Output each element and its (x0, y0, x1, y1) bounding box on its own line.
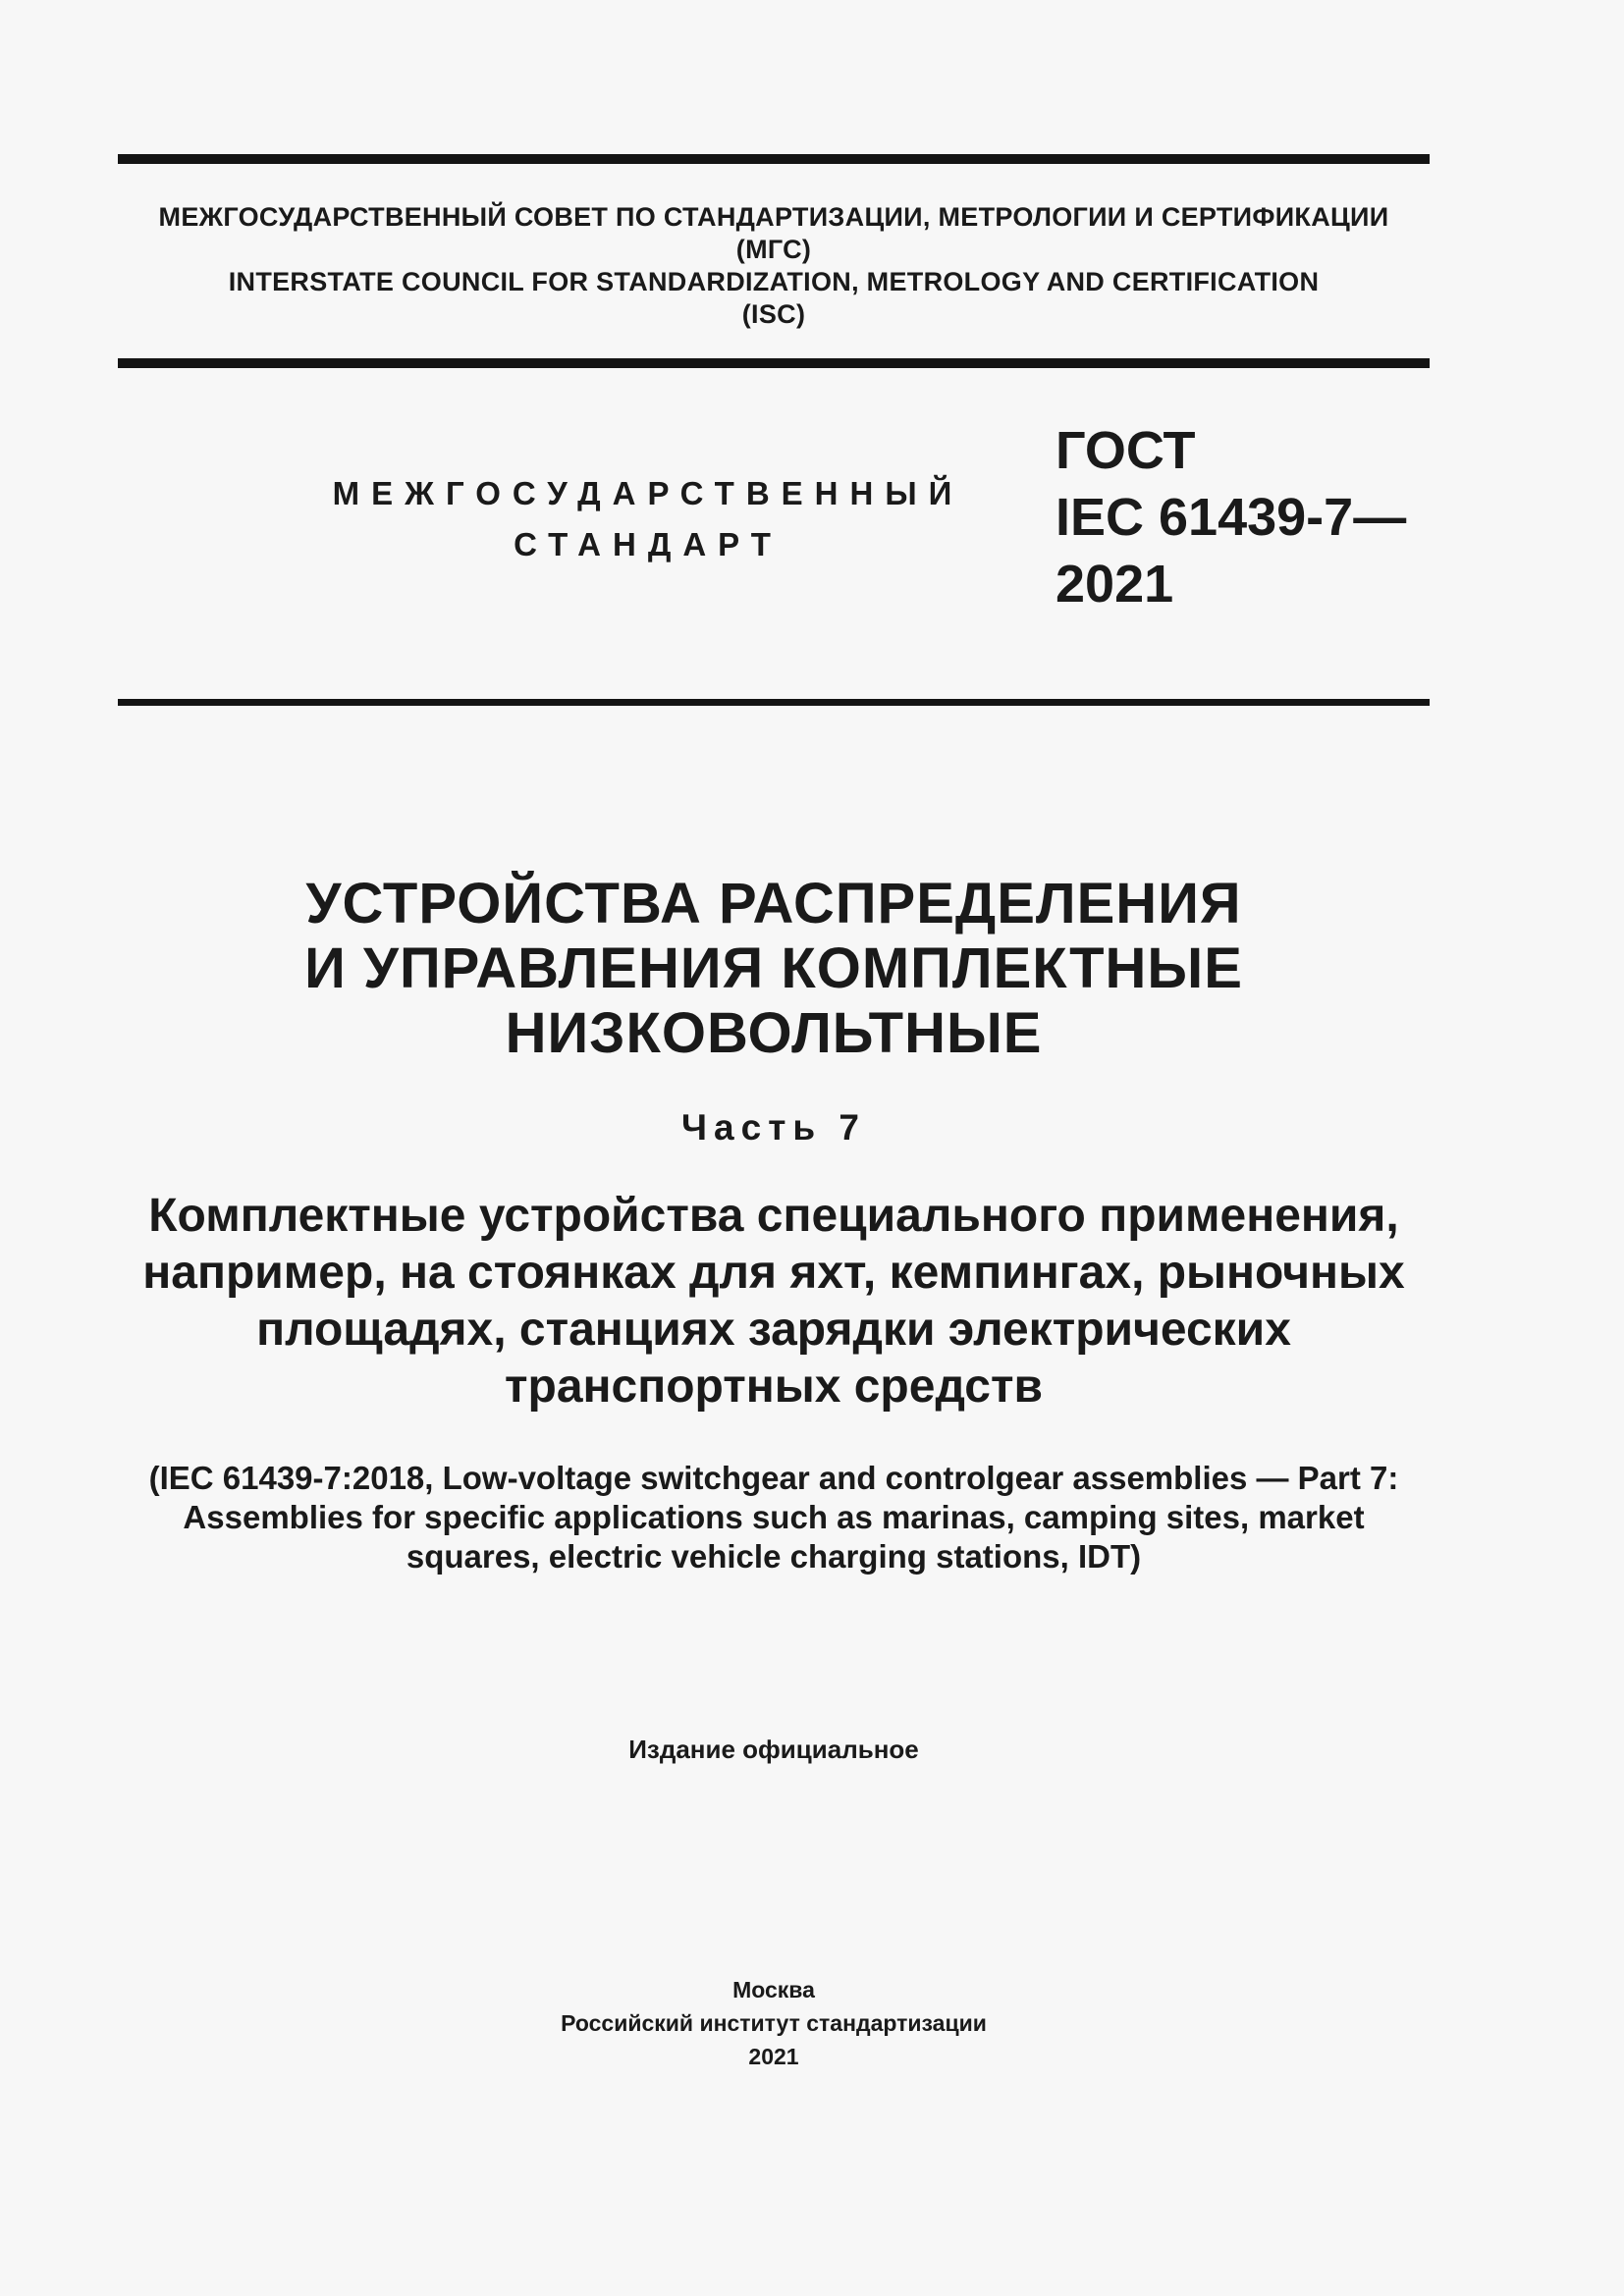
gost-label: ГОСТ (1056, 421, 1196, 480)
header-bottom-rule (118, 358, 1430, 368)
publisher-year: 2021 (748, 2044, 799, 2069)
subtitle-line: транспортных средств (505, 1361, 1043, 1413)
edition-note: Издание официальное (628, 1735, 919, 1764)
part-number: Часть 7 (681, 1107, 866, 1148)
english-title-line: (IEC 61439-7:2018, Low-voltage switchgear and controlgear assemblies — Part 7: (148, 1460, 1399, 1496)
council-header (118, 201, 1430, 331)
subtitle-line: Комплектные устройства специального применения, (148, 1190, 1399, 1242)
english-title-line: Assemblies for specific applications such as marinas, camping sites, market (183, 1499, 1365, 1535)
main-title-line: НИЗКОВОЛЬТНЫЕ (505, 1001, 1043, 1065)
council-abbr-en: (ISC) (741, 299, 806, 329)
gost-number: IEC 61439-7— (1056, 488, 1407, 547)
main-title-line: УСТРОЙСТВА РАСПРЕДЕЛЕНИЯ (305, 872, 1242, 935)
council-abbr-ru: (МГС) (735, 235, 812, 264)
council-name-ru: МЕЖГОСУДАРСТВЕННЫЙ СОВЕТ ПО СТАНДАРТИЗАЦИИ, МЕТРОЛОГИИ И СЕРТИФИКАЦИИ (158, 202, 1389, 232)
top-rule (118, 154, 1430, 164)
gost-designation (1056, 417, 1406, 617)
subtitle-line: площадях, станциях зарядки электрических (256, 1304, 1291, 1356)
council-name-en: INTERSTATE COUNCIL FOR STANDARDIZATION, METROLOGY AND CERTIFICATION (228, 267, 1320, 296)
publisher-city: Москва (732, 1977, 815, 2002)
publisher-block (118, 1973, 1430, 2073)
english-title (118, 1459, 1430, 1576)
subtitle (118, 1188, 1430, 1415)
standard-type-line2: СТАНДАРТ (514, 526, 783, 562)
standard-type-line1: МЕЖГОСУДАРСТВЕННЫЙ (332, 475, 964, 511)
designation-rule (118, 699, 1430, 706)
english-title-line: squares, electric vehicle charging stations, IDT) (406, 1538, 1142, 1575)
main-title-line: И УПРАВЛЕНИЯ КОМПЛЕКТНЫЕ (304, 936, 1243, 1000)
gost-year: 2021 (1056, 555, 1174, 614)
subtitle-line: например, на стоянках для яхт, кемпингах, рыночных (142, 1247, 1405, 1299)
publisher-institute: Российский институт стандартизации (561, 2010, 987, 2036)
standard-type (324, 468, 972, 570)
main-title (118, 872, 1430, 1066)
